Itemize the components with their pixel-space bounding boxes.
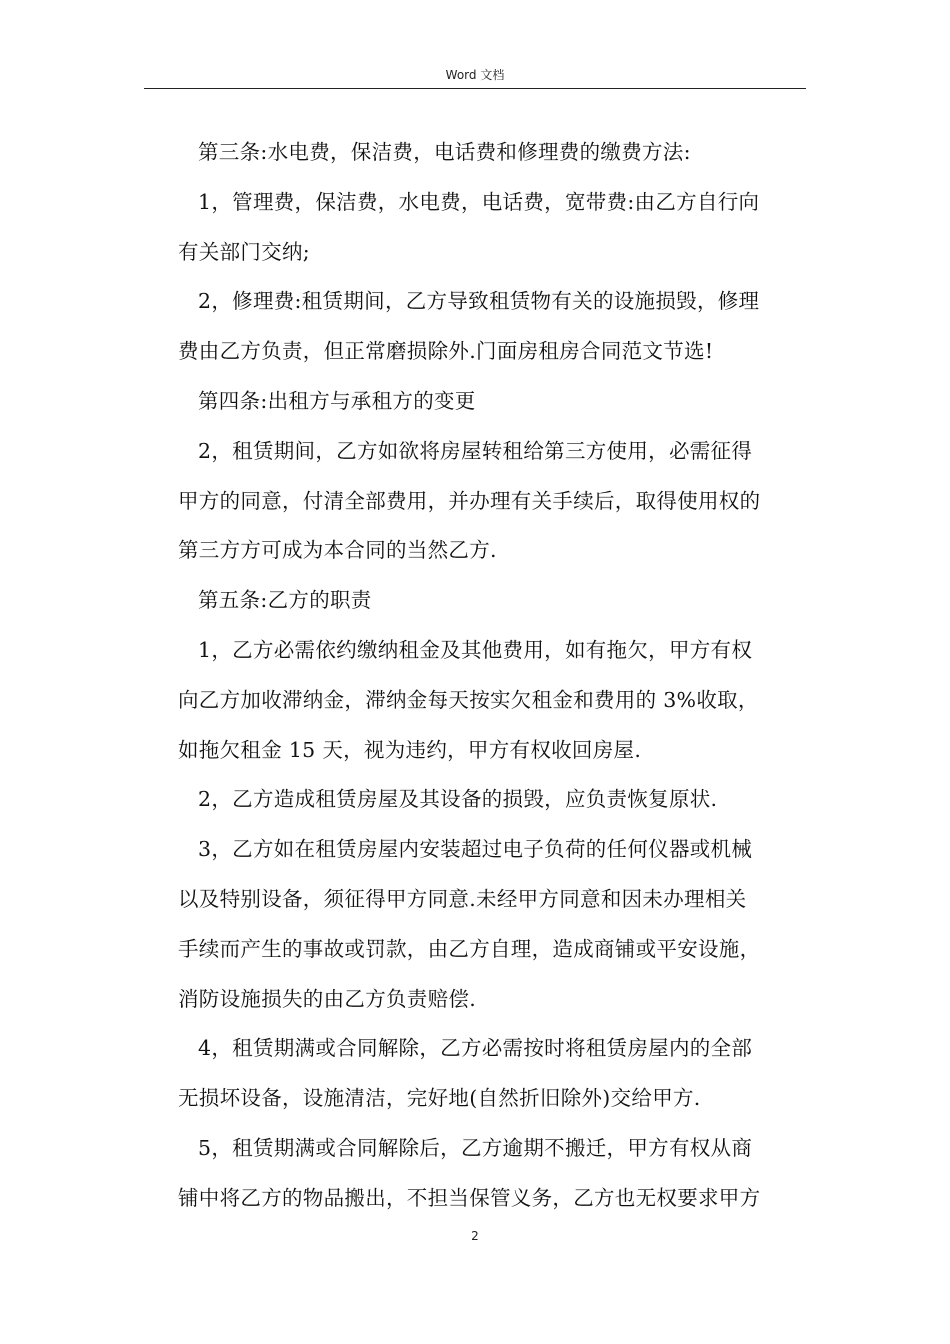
text-line: 1，乙方必需依约缴纳租金及其他费用，如有拖欠，甲方有权 (198, 637, 753, 662)
text-line: 以及特别设备，须征得甲方同意.未经甲方同意和因未办理相关 (178, 886, 747, 911)
text-line: 2，修理费:租赁期间，乙方导致租赁物有关的设施损毁，修理 (198, 289, 760, 314)
text-line: 向乙方加收滞纳金，滞纳金每天按实欠租金和费用的 3%收取， (178, 687, 759, 712)
text-line: 1，管理费，保洁费，水电费，电话费，宽带费:由乙方自行向 (198, 189, 760, 214)
text-line: 第四条:出租方与承租方的变更 (198, 388, 476, 413)
text-line: 消防设施损失的由乙方负责赔偿. (178, 986, 477, 1011)
text-line: 如拖欠租金 15 天，视为违约，甲方有权收回房屋. (178, 737, 642, 762)
text-line: 第三方方可成为本合同的当然乙方. (178, 538, 497, 563)
text-line: 第三条:水电费，保洁费，电话费和修理费的缴费方法: (198, 140, 691, 164)
text-line: 2，乙方造成租赁房屋及其设备的损毁，应负责恢复原状. (198, 787, 718, 812)
header-divider (144, 88, 806, 89)
document-body (178, 128, 808, 1224)
text-line: 手续而产生的事故或罚款，由乙方自理，造成商铺或平安设施， (178, 936, 761, 961)
text-line: 无损坏设备，设施清洁，完好地(自然折旧除外)交给甲方. (178, 1086, 701, 1111)
text-line: 4，租赁期满或合同解除，乙方必需按时将租赁房屋内的全部 (198, 1036, 753, 1061)
text-line: 费由乙方负责，但正常磨损除外.门面房租房合同范文节选! (178, 339, 714, 364)
page-header: Word 文档 (445, 68, 505, 82)
text-line: 甲方的同意，付清全部费用，并办理有关手续后，取得使用权的 (178, 488, 761, 513)
text-line: 第五条:乙方的职责 (198, 588, 372, 613)
page-number: 2 (471, 1229, 479, 1243)
text-line: 5，租赁期满或合同解除后，乙方逾期不搬迁，甲方有权从商 (198, 1135, 753, 1160)
text-line: 3，乙方如在租赁房屋内安装超过电子负荷的任何仪器或机械 (198, 837, 753, 862)
text-line: 2，租赁期间，乙方如欲将房屋转租给第三方使用，必需征得 (198, 438, 753, 463)
text-line: 铺中将乙方的物品搬出，不担当保管义务，乙方也无权要求甲方 (178, 1185, 761, 1210)
text-line: 有关部门交纳; (178, 239, 311, 264)
